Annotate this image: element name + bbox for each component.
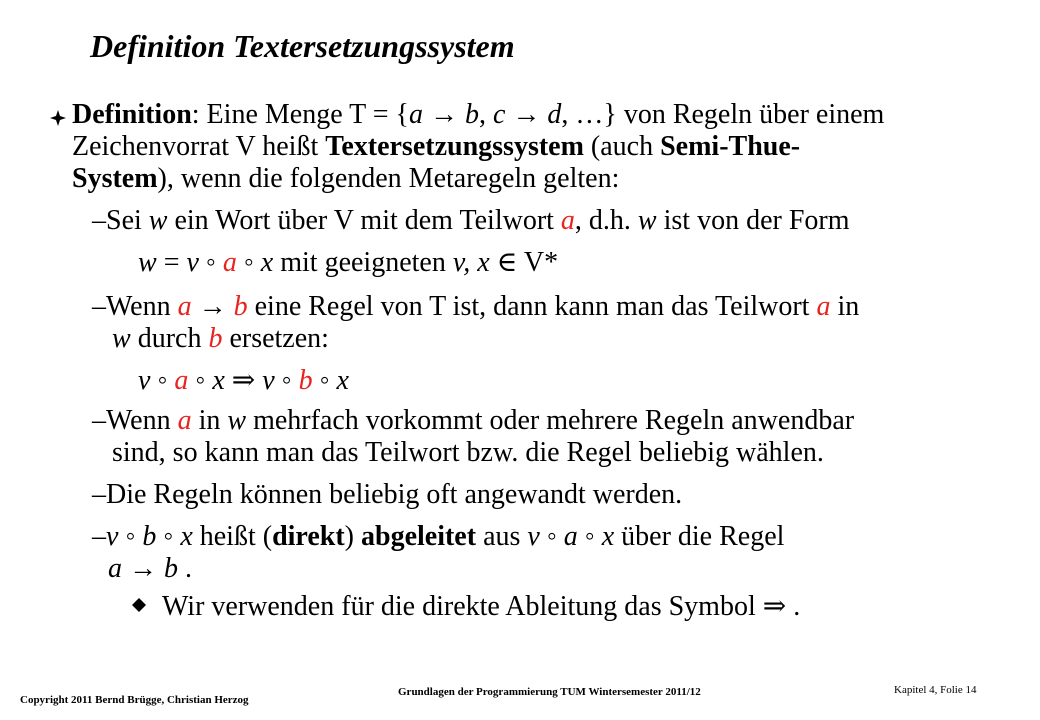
- footer-copyright: Copyright 2011 Bernd Brügge, Christian Herzog: [20, 694, 249, 706]
- definition-line-3: System), wenn die folgenden Metaregeln gelten:: [72, 163, 620, 194]
- slide-title: Definition Textersetzungssystem: [90, 28, 515, 64]
- rule-2-continued: w durch b ersetzen:: [112, 323, 329, 354]
- sub-point: Wir verwenden für die direkte Ableitung das Symbol ⇒ .: [162, 591, 801, 622]
- rule-1: –Sei w ein Wort über V mit dem Teilwort a, d.h. w ist von der Form: [92, 205, 850, 236]
- definition-line-1: Definition: Eine Menge T = {a → b, c → d, …} von Regeln über einem: [72, 99, 885, 130]
- rule-5-continued: a → b .: [108, 553, 192, 584]
- rule-4: –Die Regeln können beliebig oft angewandt werden.: [92, 479, 683, 510]
- filled-diamond-icon: [132, 598, 146, 612]
- footer-slide-reference: Kapitel 4, Folie 14: [894, 684, 977, 696]
- formula-2: v ◦ a ◦ x ⇒ v ◦ b ◦ x: [138, 365, 349, 396]
- formula-1: w = v ◦ a ◦ x mit geeigneten v, x ∈ V*: [138, 247, 559, 278]
- rule-2: –Wenn a → b eine Regel von T ist, dann kann man das Teilwort a in: [92, 291, 860, 322]
- rule-3-continued: sind, so kann man das Teilwort bzw. die Regel beliebig wählen.: [112, 437, 824, 468]
- footer-course: Grundlagen der Programmierung TUM Wintersemester 2011/12: [398, 686, 701, 698]
- definition-line-2: Zeichenvorrat V heißt Textersetzungssystem (auch Semi-Thue-: [72, 131, 801, 162]
- rule-3: –Wenn a in w mehrfach vorkommt oder mehrere Regeln anwendbar: [92, 405, 855, 436]
- rule-5: –v ◦ b ◦ x heißt (direkt) abgeleitet aus v ◦ a ◦ x über die Regel: [92, 521, 785, 552]
